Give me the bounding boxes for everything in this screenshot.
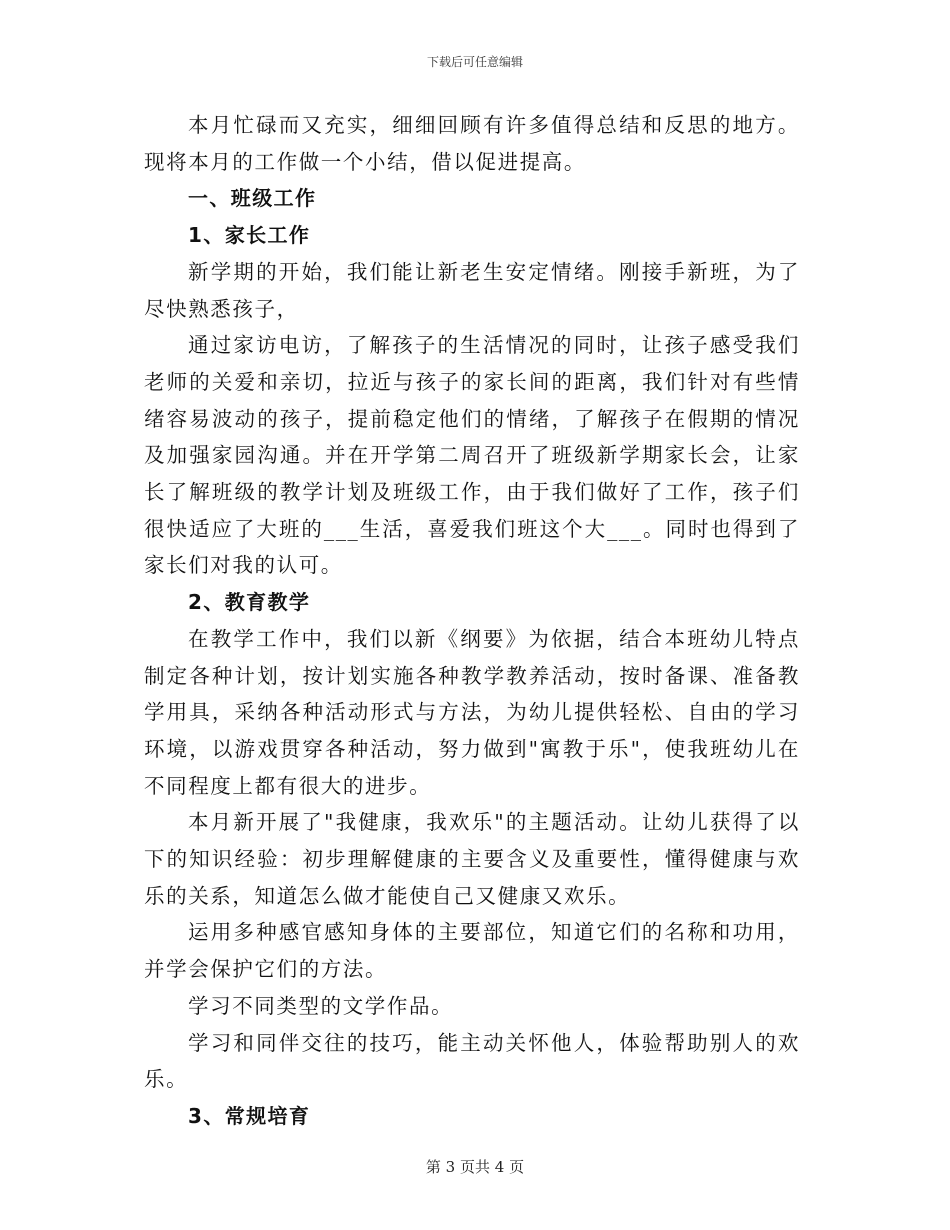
subheading-parent-work: 1、家长工作 [188, 223, 311, 248]
section-heading-class-work: 一、班级工作 [188, 186, 317, 211]
page-number: 第 3 页共 4 页 [425, 1158, 525, 1176]
paragraph-peer-skills: 学习和同伴交往的技巧，能主动关怀他人，体验帮助别人的欢乐。 [144, 1030, 800, 1092]
subheading-teaching: 2、教育教学 [188, 590, 311, 615]
paragraph-theme-activity: 本月新开展了"我健康，我欢乐"的主题活动。让幼儿获得了以下的知识经验：初步理解健康的主要含义及重要性，懂得健康与欢乐的关系，知道怎么做才能使自己又健康又欢乐。 [144, 810, 800, 908]
paragraph-literature: 学习不同类型的文学作品。 [188, 993, 454, 1018]
paragraph-senses: 运用多种感官感知身体的主要部位，知道它们的名称和功用，并学会保护它们的方法。 [144, 920, 800, 982]
paragraph-new-term: 新学期的开始，我们能让新老生安定情绪。刚接手新班，为了尽快熟悉孩子， [144, 259, 800, 321]
paragraph-home-visits: 通过家访电访，了解孩子的生活情况的同时，让孩子感受我们老师的关爱和亲切，拉近与孩子的家长间的距离，我们针对有些情绪容易波动的孩子，提前稳定他们的情绪，了解孩子在假期的情况及加强家园沟通。并在开学第二周召开了班级新学期家长会，让家长了解班级的教学计划及班级工作，由于我们做好了工作，孩子们很快适应了大班的___生活，喜爱我们班这个大___。同时也得到了家长们对我的认可。 [144, 333, 800, 578]
paragraph-intro: 本月忙碌而又充实，细细回顾有许多值得总结和反思的地方。现将本月的工作做一个小结，借以促进提高。 [144, 113, 800, 174]
subheading-routine: 3、常规培育 [188, 1103, 311, 1128]
document-body [144, 107, 800, 1135]
paragraph-teaching-work: 在教学工作中，我们以新《纲要》为依据，结合本班幼儿特点制定各种计划，按计划实施各种教学教养活动，按时备课、准备教学用具，采纳各种活动形式与方法，为幼儿提供轻松、自由的学习环境，以游戏贯穿各种活动，努力做到"寓教于乐"，使我班幼儿在不同程度上都有很大的进步。 [144, 626, 800, 798]
page-header: 下载后可任意编辑 [426, 55, 523, 69]
